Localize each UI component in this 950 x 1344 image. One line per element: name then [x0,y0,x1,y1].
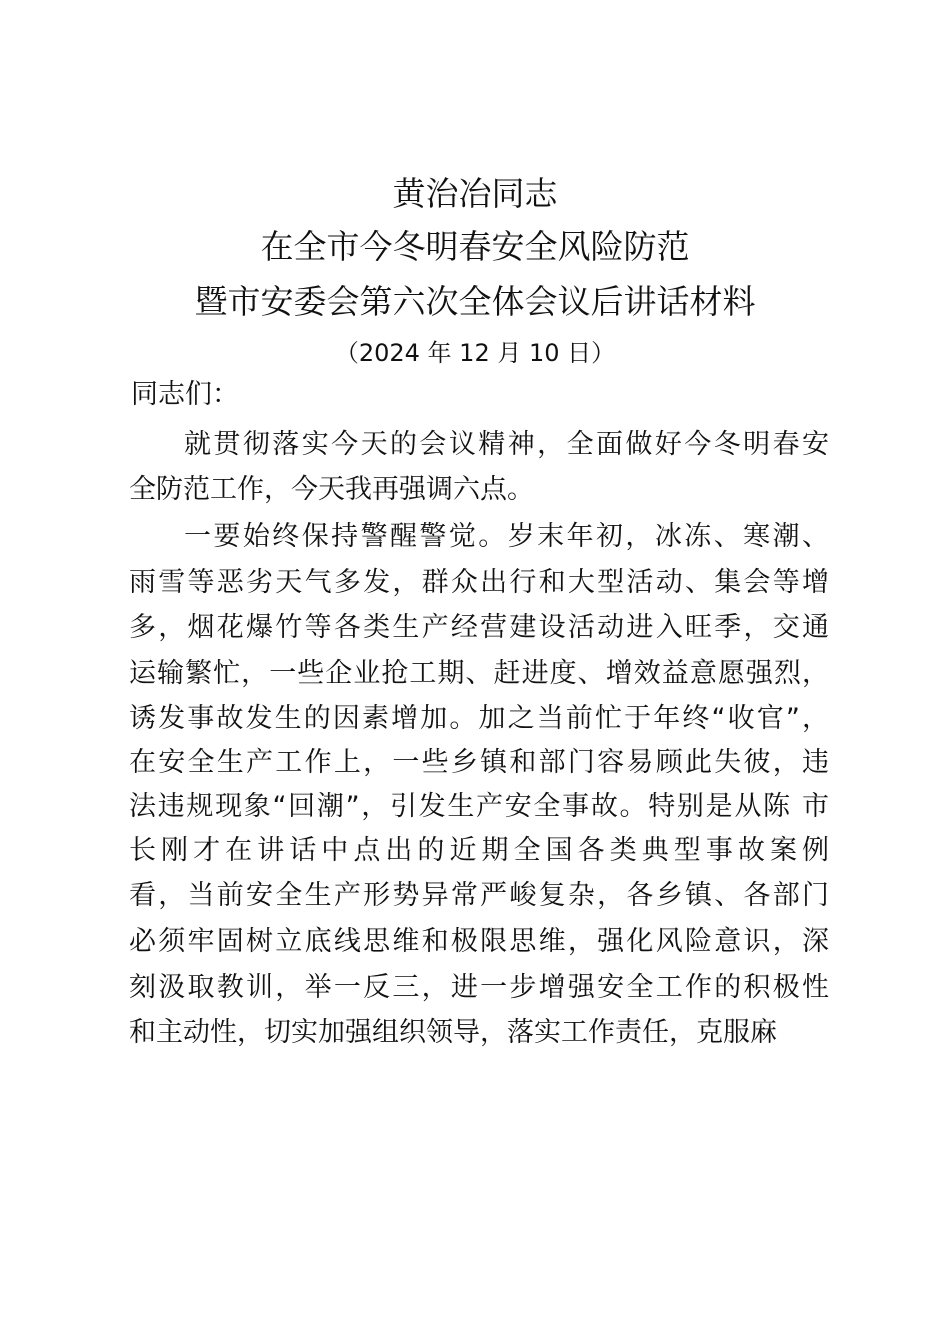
paragraph-2-line: 一要始终保持警醒警觉。岁末年初，冰冻、寒潮、 [184,521,829,552]
paragraph-2-line: 运输繁忙，一些企业抢工期、赶进度、增效益意愿强烈， [129,658,829,689]
paragraph-2-line: 长刚才在讲话中点出的近期全国各类典型事故案例 [129,835,829,866]
speaker-title: 黄治冶同志 [392,174,558,213]
paragraph-2-line: 和主动性，切实加强组织领导，落实工作责任，克服麻 [129,1017,777,1048]
paragraph-2-line: 看，当前安全生产形势异常严峻复杂，各乡镇、各部门 [129,880,829,911]
paragraph-1-line: 全防范工作，今天我再强调六点。 [129,474,534,505]
paragraph-1-line: 就贯彻落实今天的会议精神，全面做好今冬明春安 [184,429,829,460]
paragraph-2-line: 在安全生产工作上，一些乡镇和部门容易顾此失彼，违 [129,747,829,778]
meeting-title-line-1: 在全市今冬明春安全风险防范 [260,227,690,266]
paragraph-2-line: 诱发事故发生的因素增加。加之当前忙于年终“收官”， [129,703,829,734]
paragraph-2-line: 法违规现象“回潮”，引发生产安全事故。特别是从陈 市 [129,791,829,822]
paragraph-2-line: 雨雪等恶劣天气多发，群众出行和大型活动、集会等增 [129,567,829,598]
paragraph-2-line: 刻汲取教训，举一反三，进一步增强安全工作的积极性 [129,972,829,1003]
meeting-title-line-2: 暨市安委会第六次全体会议后讲话材料 [194,282,756,321]
paragraph-2-line: 多，烟花爆竹等各类生产经营建设活动进入旺季，交通 [129,612,829,643]
paragraph-2-line: 必须牢固树立底线思维和极限思维，强化风险意识，深 [129,926,829,957]
document-date: （2024 年 12 月 10 日） [334,339,616,367]
greeting: 同志们： [131,379,239,410]
